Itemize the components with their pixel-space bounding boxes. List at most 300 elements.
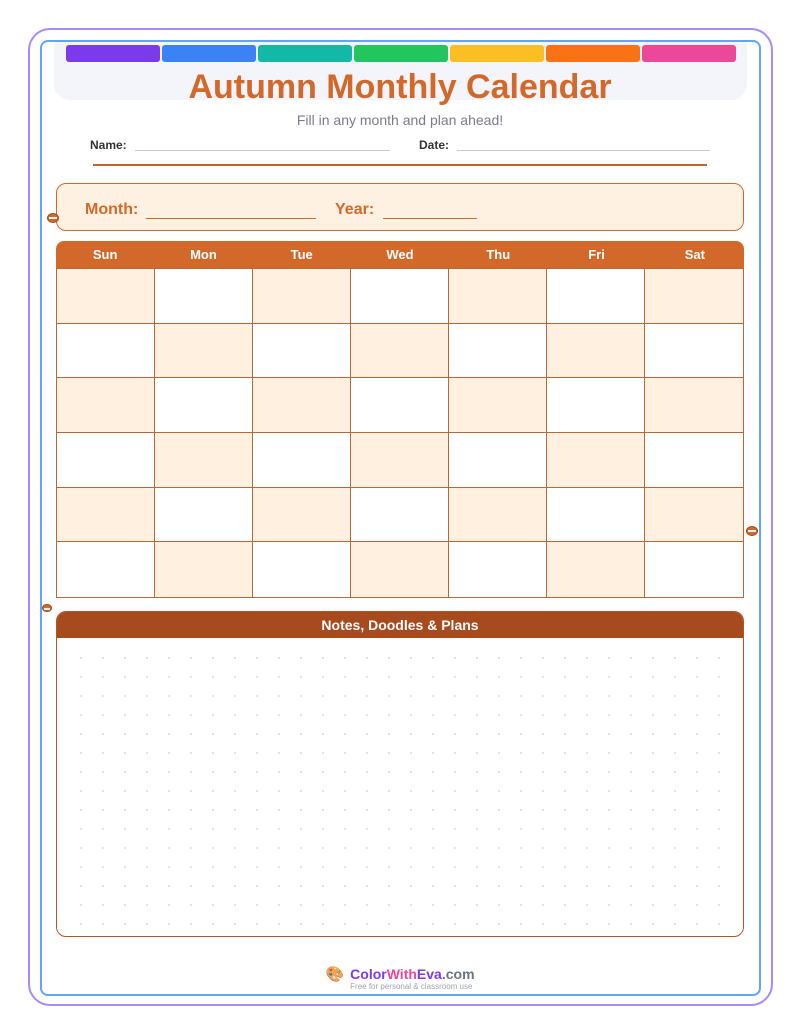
grid-dot <box>190 695 192 697</box>
grid-dot <box>608 885 610 887</box>
grid-dot <box>124 657 126 659</box>
grid-dot <box>234 676 236 678</box>
grid-dot <box>234 847 236 849</box>
grid-dot <box>190 828 192 830</box>
grid-dot <box>498 923 500 925</box>
grid-dot <box>542 790 544 792</box>
grid-dot <box>674 771 676 773</box>
grid-dot <box>256 923 258 925</box>
grid-dot <box>454 657 456 659</box>
grid-dot <box>608 752 610 754</box>
grid-dot <box>344 885 346 887</box>
grid-dot <box>300 752 302 754</box>
grid-dot <box>212 676 214 678</box>
calendar-cell[interactable] <box>351 378 449 433</box>
calendar-cell[interactable] <box>57 542 155 597</box>
name-field[interactable] <box>135 150 390 151</box>
grid-dot <box>278 847 280 849</box>
grid-dot <box>696 733 698 735</box>
grid-dot <box>520 657 522 659</box>
grid-dot <box>300 866 302 868</box>
calendar-cell[interactable] <box>253 378 351 433</box>
grid-dot <box>278 695 280 697</box>
grid-dot <box>652 695 654 697</box>
grid-dot <box>564 657 566 659</box>
grid-dot <box>454 714 456 716</box>
rainbow-segment <box>642 45 736 62</box>
grid-dot <box>630 695 632 697</box>
grid-dot <box>498 771 500 773</box>
grid-dot <box>388 771 390 773</box>
grid-dot <box>124 790 126 792</box>
calendar-cell[interactable] <box>547 542 645 597</box>
grid-dot <box>80 695 82 697</box>
grid-dot <box>498 657 500 659</box>
calendar-cell[interactable] <box>547 488 645 543</box>
grid-dot <box>146 847 148 849</box>
grid-dot <box>322 771 324 773</box>
grid-dot <box>190 866 192 868</box>
grid-dot <box>212 904 214 906</box>
month-label: Month: <box>85 201 139 218</box>
grid-dot <box>80 828 82 830</box>
grid-dot <box>80 866 82 868</box>
grid-dot <box>696 657 698 659</box>
grid-dot <box>410 695 412 697</box>
grid-dot <box>234 885 236 887</box>
grid-dot <box>696 752 698 754</box>
day-name-thu: Thu <box>486 247 511 262</box>
calendar-cell[interactable] <box>645 488 743 543</box>
grid-dot <box>190 790 192 792</box>
grid-dot <box>542 847 544 849</box>
grid-dot <box>366 657 368 659</box>
grid-dot <box>366 790 368 792</box>
grid-dot <box>542 904 544 906</box>
grid-dot <box>630 904 632 906</box>
grid-dot <box>520 714 522 716</box>
grid-dot <box>190 847 192 849</box>
calendar-cell[interactable] <box>57 433 155 488</box>
calendar-cell[interactable] <box>253 488 351 543</box>
grid-dot <box>278 923 280 925</box>
grid-dot <box>80 904 82 906</box>
grid-dot <box>718 752 720 754</box>
calendar-grid <box>56 268 744 598</box>
grid-dot <box>234 695 236 697</box>
grid-dot <box>454 847 456 849</box>
grid-dot <box>542 828 544 830</box>
grid-dot <box>212 695 214 697</box>
grid-dot <box>718 828 720 830</box>
year-field[interactable] <box>383 218 477 219</box>
grid-dot <box>652 676 654 678</box>
grid-dot <box>564 752 566 754</box>
calendar-cell[interactable] <box>547 324 645 379</box>
grid-dot <box>542 657 544 659</box>
month-field[interactable] <box>146 218 316 219</box>
grid-dot <box>168 847 170 849</box>
grid-dot <box>498 828 500 830</box>
grid-dot <box>498 847 500 849</box>
grid-dot <box>168 923 170 925</box>
calendar-cell[interactable] <box>645 324 743 379</box>
grid-dot <box>652 847 654 849</box>
grid-dot <box>520 866 522 868</box>
grid-dot <box>696 695 698 697</box>
brand-name <box>350 966 474 982</box>
grid-dot <box>168 904 170 906</box>
grid-dot <box>652 923 654 925</box>
grid-dot <box>322 676 324 678</box>
grid-dot <box>278 733 280 735</box>
grid-dot <box>124 733 126 735</box>
grid-dot <box>300 847 302 849</box>
grid-dot <box>696 904 698 906</box>
grid-dot <box>608 714 610 716</box>
calendar-cell[interactable] <box>351 269 449 324</box>
grid-dot <box>696 885 698 887</box>
grid-dot <box>190 676 192 678</box>
calendar-cell[interactable] <box>57 269 155 324</box>
grid-dot <box>146 828 148 830</box>
grid-dot <box>278 790 280 792</box>
grid-dot <box>520 809 522 811</box>
grid-dot <box>630 828 632 830</box>
grid-dot <box>256 771 258 773</box>
grid-dot <box>652 714 654 716</box>
grid-dot <box>388 752 390 754</box>
grid-dot <box>146 714 148 716</box>
grid-dot <box>278 809 280 811</box>
calendar-cell[interactable] <box>253 542 351 597</box>
calendar-cell[interactable] <box>155 433 253 488</box>
grid-dot <box>586 847 588 849</box>
calendar-cell[interactable] <box>449 433 547 488</box>
grid-dot <box>718 904 720 906</box>
grid-dot <box>366 733 368 735</box>
grid-dot <box>542 733 544 735</box>
calendar-cell[interactable] <box>155 378 253 433</box>
grid-dot <box>432 676 434 678</box>
grid-dot <box>630 771 632 773</box>
grid-dot <box>410 771 412 773</box>
grid-dot <box>586 714 588 716</box>
grid-dot <box>300 828 302 830</box>
grid-dot <box>80 676 82 678</box>
grid-dot <box>718 733 720 735</box>
grid-dot <box>256 866 258 868</box>
grid-dot <box>300 657 302 659</box>
grid-dot <box>498 752 500 754</box>
grid-dot <box>234 923 236 925</box>
grid-dot <box>498 866 500 868</box>
grid-dot <box>256 885 258 887</box>
date-field[interactable] <box>457 150 710 151</box>
grid-dot <box>432 771 434 773</box>
calendar-cell[interactable] <box>351 324 449 379</box>
calendar-cell[interactable] <box>645 433 743 488</box>
grid-dot <box>542 771 544 773</box>
grid-dot <box>454 771 456 773</box>
grid-dot <box>608 790 610 792</box>
grid-dot <box>102 695 104 697</box>
grid-dot <box>718 809 720 811</box>
grid-dot <box>432 866 434 868</box>
grid-dot <box>674 752 676 754</box>
grid-dot <box>476 714 478 716</box>
grid-dot <box>630 714 632 716</box>
grid-dot <box>146 866 148 868</box>
grid-dot <box>234 790 236 792</box>
calendar-cell[interactable] <box>547 269 645 324</box>
day-name-mon: Mon <box>190 247 217 262</box>
grid-dot <box>102 866 104 868</box>
grid-dot <box>212 752 214 754</box>
grid-dot <box>520 847 522 849</box>
grid-dot <box>674 657 676 659</box>
grid-dot <box>432 790 434 792</box>
grid-dot <box>278 714 280 716</box>
grid-dot <box>498 904 500 906</box>
grid-dot <box>564 809 566 811</box>
calendar-cell[interactable] <box>645 542 743 597</box>
grid-dot <box>520 695 522 697</box>
calendar-cell[interactable] <box>449 488 547 543</box>
footer-logo[interactable] <box>325 966 474 992</box>
grid-dot <box>520 885 522 887</box>
calendar-cell[interactable] <box>57 488 155 543</box>
grid-dot <box>630 885 632 887</box>
grid-dot <box>278 676 280 678</box>
grid-dot <box>300 714 302 716</box>
grid-dot <box>652 809 654 811</box>
grid-dot <box>256 657 258 659</box>
grid-dot <box>432 657 434 659</box>
grid-dot <box>146 923 148 925</box>
notes-section <box>56 611 744 937</box>
calendar-cell[interactable] <box>449 542 547 597</box>
grid-dot <box>410 733 412 735</box>
calendar-cell[interactable] <box>351 433 449 488</box>
grid-dot <box>432 885 434 887</box>
grid-dot <box>608 866 610 868</box>
grid-dot <box>168 809 170 811</box>
grid-dot <box>300 809 302 811</box>
grid-dot <box>674 695 676 697</box>
grid-dot <box>454 923 456 925</box>
grid-dot <box>190 771 192 773</box>
grid-dot <box>212 657 214 659</box>
grid-dot <box>256 828 258 830</box>
grid-dot <box>168 771 170 773</box>
grid-dot <box>366 847 368 849</box>
grid-dot <box>498 695 500 697</box>
grid-dot <box>674 885 676 887</box>
grid-dot <box>322 847 324 849</box>
grid-dot <box>608 657 610 659</box>
month-year-box <box>56 183 744 231</box>
grid-dot <box>190 885 192 887</box>
leaf-icon <box>42 604 52 612</box>
calendar-cell[interactable] <box>57 378 155 433</box>
grid-dot <box>476 847 478 849</box>
grid-dot <box>630 657 632 659</box>
grid-dot <box>564 904 566 906</box>
grid-dot <box>322 695 324 697</box>
grid-dot <box>366 752 368 754</box>
grid-dot <box>366 809 368 811</box>
grid-dot <box>212 790 214 792</box>
grid-dot <box>432 695 434 697</box>
grid-dot <box>278 828 280 830</box>
grid-dot <box>102 714 104 716</box>
grid-dot <box>344 809 346 811</box>
calendar-cell[interactable] <box>351 488 449 543</box>
grid-dot <box>586 885 588 887</box>
calendar-cell[interactable] <box>645 378 743 433</box>
grid-dot <box>102 885 104 887</box>
grid-dot <box>564 695 566 697</box>
grid-dot <box>388 923 390 925</box>
grid-dot <box>586 790 588 792</box>
grid-dot <box>300 676 302 678</box>
grid-dot <box>410 923 412 925</box>
grid-dot <box>124 676 126 678</box>
calendar-cell[interactable] <box>253 269 351 324</box>
grid-dot <box>674 828 676 830</box>
date-label: Date: <box>419 138 450 152</box>
grid-dot <box>630 752 632 754</box>
grid-dot <box>564 847 566 849</box>
grid-dot <box>124 752 126 754</box>
grid-dot <box>652 866 654 868</box>
grid-dot <box>542 676 544 678</box>
grid-dot <box>366 828 368 830</box>
grid-dot <box>586 676 588 678</box>
grid-dot <box>278 885 280 887</box>
grid-dot <box>608 809 610 811</box>
grid-dot <box>146 657 148 659</box>
grid-dot <box>168 828 170 830</box>
calendar-cell[interactable] <box>449 378 547 433</box>
grid-dot <box>102 676 104 678</box>
grid-dot <box>234 657 236 659</box>
calendar-cell[interactable] <box>645 269 743 324</box>
grid-dot <box>608 923 610 925</box>
grid-dot <box>256 847 258 849</box>
grid-dot <box>388 790 390 792</box>
calendar-cell[interactable] <box>449 324 547 379</box>
header-divider <box>93 164 707 166</box>
grid-dot <box>454 695 456 697</box>
grid-dot <box>190 904 192 906</box>
grid-dot <box>674 847 676 849</box>
grid-dot <box>564 790 566 792</box>
grid-dot <box>564 866 566 868</box>
leaf-icon <box>47 213 59 223</box>
grid-dot <box>322 714 324 716</box>
grid-dot <box>212 809 214 811</box>
rainbow-segment <box>546 45 640 62</box>
grid-dot <box>168 695 170 697</box>
calendar-cell[interactable] <box>253 433 351 488</box>
grid-dot <box>168 885 170 887</box>
grid-dot <box>388 657 390 659</box>
grid-dot <box>80 847 82 849</box>
calendar-cell[interactable] <box>547 433 645 488</box>
grid-dot <box>586 695 588 697</box>
grid-dot <box>432 733 434 735</box>
calendar-cell[interactable] <box>155 324 253 379</box>
rainbow-segment <box>354 45 448 62</box>
grid-dot <box>674 866 676 868</box>
grid-dot <box>586 809 588 811</box>
calendar-cell[interactable] <box>449 269 547 324</box>
grid-dot <box>124 771 126 773</box>
grid-dot <box>718 923 720 925</box>
grid-dot <box>190 657 192 659</box>
calendar-cell[interactable] <box>155 542 253 597</box>
grid-dot <box>80 752 82 754</box>
grid-dot <box>542 695 544 697</box>
grid-dot <box>190 752 192 754</box>
grid-dot <box>586 657 588 659</box>
grid-dot <box>322 904 324 906</box>
grid-dot <box>410 676 412 678</box>
grid-dot <box>124 866 126 868</box>
grid-dot <box>564 828 566 830</box>
calendar-cell[interactable] <box>351 542 449 597</box>
grid-dot <box>146 790 148 792</box>
grid-dot <box>344 790 346 792</box>
grid-dot <box>542 714 544 716</box>
grid-dot <box>454 904 456 906</box>
brand-with-text: With <box>386 966 417 982</box>
grid-dot <box>366 695 368 697</box>
grid-dot <box>322 657 324 659</box>
grid-dot <box>80 771 82 773</box>
grid-dot <box>300 695 302 697</box>
name-label: Name: <box>90 138 127 152</box>
grid-dot <box>498 885 500 887</box>
day-name-sat: Sat <box>684 247 705 262</box>
grid-dot <box>388 733 390 735</box>
day-name-fri: Fri <box>588 247 605 262</box>
calendar-cell[interactable] <box>253 324 351 379</box>
grid-dot <box>146 809 148 811</box>
grid-dot <box>212 828 214 830</box>
grid-dot <box>102 828 104 830</box>
grid-dot <box>124 828 126 830</box>
calendar-cell[interactable] <box>547 378 645 433</box>
grid-dot <box>476 790 478 792</box>
calendar-cell[interactable] <box>57 324 155 379</box>
grid-dot <box>476 695 478 697</box>
grid-dot <box>168 657 170 659</box>
grid-dot <box>234 752 236 754</box>
grid-dot <box>454 790 456 792</box>
grid-dot <box>410 657 412 659</box>
grid-dot <box>410 847 412 849</box>
grid-dot <box>190 809 192 811</box>
notes-area[interactable] <box>57 638 743 936</box>
calendar-cell[interactable] <box>155 269 253 324</box>
grid-dot <box>344 752 346 754</box>
grid-dot <box>146 885 148 887</box>
calendar-cell[interactable] <box>155 488 253 543</box>
grid-dot <box>212 771 214 773</box>
